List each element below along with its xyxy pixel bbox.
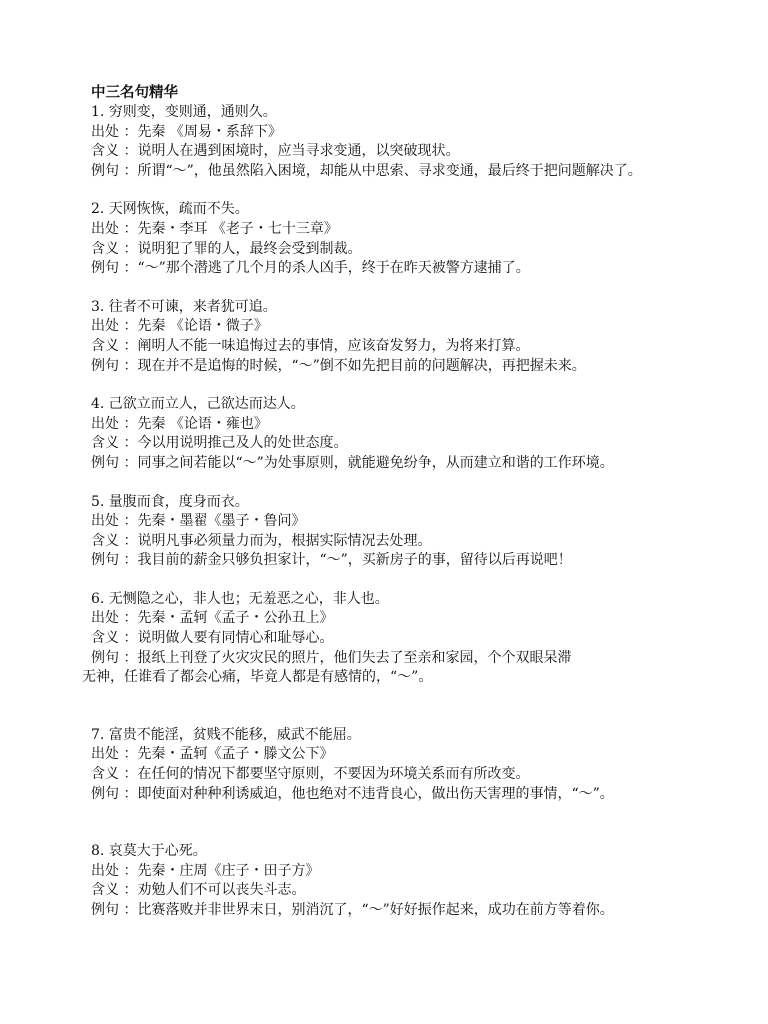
quote-meaning: 含义 ：在任何的情况下都要坚守原则，不要因为环境关系而有所改变。 [91,766,530,783]
quote-heading: 4. 己欲立而立人，己欲达而达人。 [91,396,305,413]
entry-spacer [91,804,708,842]
quote-meaning: 含义 ：说明做人要有同情心和耻辱心。 [91,630,334,647]
quote-entry-7 [91,726,708,804]
quote-source: 出处 ：先秦・孟轲《孟子・滕文公下》 [91,746,334,763]
quote-entry-8 [91,842,708,920]
quote-example: 例句 ：报纸上刊登了火灾灾民的照片，他们失去了至亲和家园，个个双眼呆滞 [91,649,572,666]
quote-example: 例句 ：“～”那个潜逃了几个月的杀人凶手，终于在昨天被警方逮捕了。 [91,260,530,277]
quote-heading: 7. 富贵不能淫，贫贱不能移，威武不能屈。 [91,726,361,743]
quote-example: 例句 ：现在并不是追悔的时候，“～”倒不如先把目前的问题解决，再把握未来。 [91,357,586,374]
quote-meaning: 含义 ：说明人在遇到困境时，应当寻求变通，以突破现状。 [91,143,460,160]
quote-source: 出处 ：先秦・李耳 《老子・七十三章》 [91,220,338,237]
quote-entry-5 [91,493,708,571]
quote-heading: 8. 哀莫大于心死。 [91,843,207,860]
quote-example: 例句 ：比赛落败并非世界末日，别消沉了，“～”好好振作起来，成功在前方等着你。 [91,902,614,918]
quote-heading: 3. 往者不可谏，来者犹可追。 [91,298,277,315]
quote-source: 出处 ：先秦・墨翟《墨子・鲁问》 [91,513,306,530]
quote-source: 出处 ：先秦 《论语・微子》 [91,318,268,335]
entry-spacer [91,279,708,298]
quote-example: 例句 ：所谓“～”，他虽然陷入困境，却能从中思索、寻求变通，最后终于把问题解决了。 [91,162,642,179]
quote-entry-4 [91,395,708,473]
entry-spacer [91,688,708,726]
entry-spacer [91,474,708,493]
quote-meaning: 含义 ：说明犯了罪的人，最终会受到制裁。 [91,240,362,257]
document-title: 中三名句精华 [91,85,178,101]
entry-spacer [91,571,708,590]
quote-heading: 1. 穷则变，变则通，通则久。 [91,104,277,120]
quote-meaning: 含义 ：今以用说明推己及人的处世态度。 [91,435,348,452]
quote-example-continued: 无神，任谁看了都会心痛，毕竟人都是有感情的，“～”。 [82,669,433,686]
quote-example: 例句 ：即使面对种种利诱威迫，他也绝对不违背良心，做出伤天害理的事情，“～”。 [91,785,614,802]
quote-meaning: 含义 ：劝勉人们不可以丧失斗志。 [91,882,306,899]
entry-spacer [91,376,708,395]
quote-entry-3 [91,298,708,376]
quote-meaning: 含义 ：说明凡事必须量力而为，根据实际情况去处理。 [91,532,432,549]
quote-heading: 5. 量腹而食，度身而衣。 [91,493,249,510]
quote-heading: 2. 天网恢恢，疏而不失。 [91,201,249,218]
quote-source: 出处 ：先秦・庄周《庄子・田子方》 [91,862,320,879]
quote-source: 出处 ：先秦・孟轲《孟子・公孙丑上》 [91,610,334,627]
quote-source: 出处 ：先秦 《周易・系辞下》 [91,123,282,140]
quote-entry-2 [91,200,708,278]
quote-example: 例句 ：同事之间若能以“～”为处事原则，就能避免纷争，从而建立和谐的工作环境。 [91,454,614,471]
entry-spacer [91,181,708,200]
quote-heading: 6. 无恻隐之心，非人也；无羞恶之心，非人也。 [91,590,389,607]
quote-source: 出处 ：先秦 《论语・雍也》 [91,415,268,432]
quote-entry-6 [82,590,708,688]
quote-example: 例句 ：我目前的薪金只够负担家计，“～”，买新房子的事，留待以后再说吧！ [91,552,572,569]
quote-meaning: 含义 ：阐明人不能一味追悔过去的事情，应该奋发努力，为将来打算。 [91,337,530,354]
quote-entry-1 [91,103,708,181]
